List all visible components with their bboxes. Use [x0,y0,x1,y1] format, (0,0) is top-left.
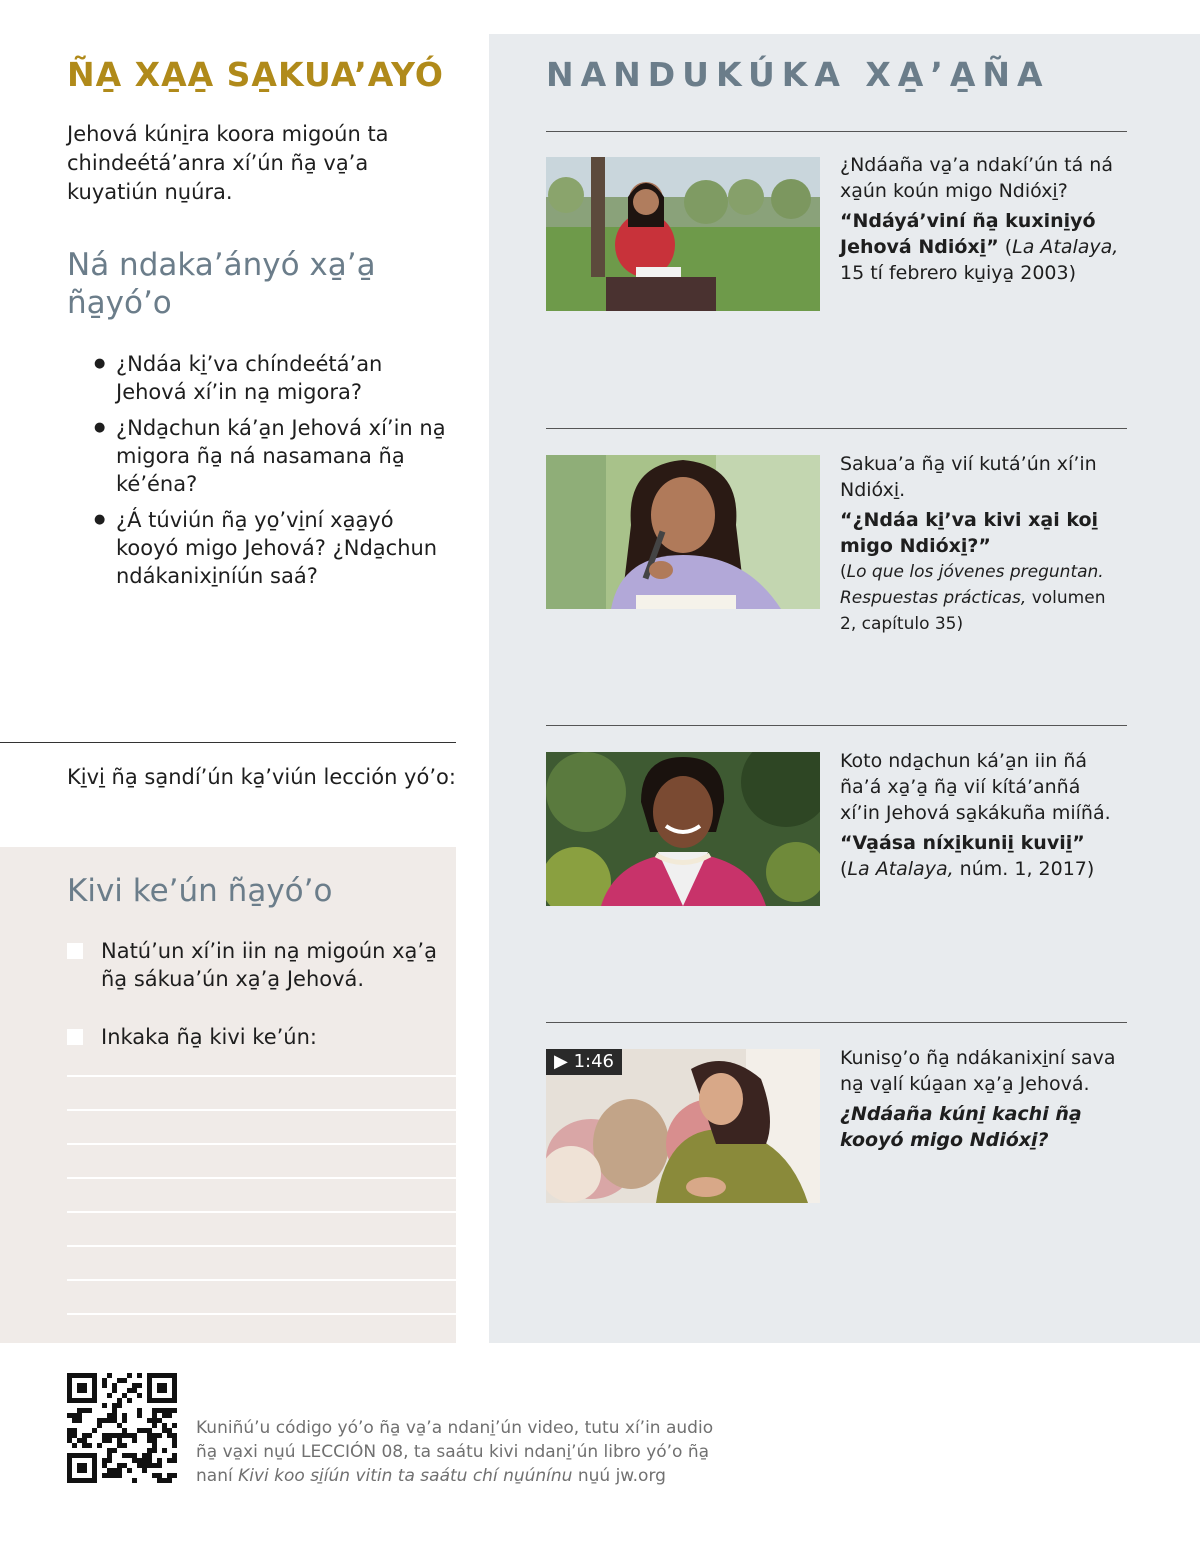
citation-open: ( [998,236,1013,258]
goal-item[interactable] [67,937,447,993]
video-duration-badge[interactable]: ▶ 1:46 [546,1049,622,1075]
goal-text: Natú’un xí’in iin na̱ migoún xa̱’a̱ ña̱ sákua’ún xa̱’a̱ Jehová. [101,939,437,991]
completion-date-label: Ki̱vi̱ ña̱ sa̱ndí’ún ka̱’viún lección yó’o: [67,765,456,789]
footer-text: Kuniñú’u código yó’o ña̱ va̱’a ndani̱’ún video, tutu xí’in audio ña̱ va̱xi nu̱ú [196,1418,714,1462]
resource-link[interactable]: “¿Ndáa ki̱’va kivi xa̱i koi̱ migo Ndióxi̱?” [840,509,1099,557]
resource-lead: Kuniso̱’o ña̱ ndákanixi̱ní sava na̱ va̱lí kúa̱an xa̱’a̱ Jehová. [840,1047,1116,1095]
summary-title: ÑA̱ XA̱A̱ SA̱KUA’AYÓ [67,55,444,94]
resource-text [840,152,1120,286]
citation-publication: La Atalaya, [1012,236,1119,258]
footer-text: , ta saátu kivi ndani̱’ún libro yó’o ña̱ naní [196,1442,710,1486]
resource-link[interactable]: “Va̱ása níxi̱kunii̱ kuvii̱” [840,832,1085,854]
video-thumbnail[interactable] [546,1049,820,1203]
goal-heading: Kivi ke’ún ña̱yó’o [67,873,333,909]
review-question: ● ¿Nda̱chun ká’a̱n Jehová xí’in na̱ migora ña̱ ná nasamana ña̱ ké’éna? [94,414,454,498]
writing-line[interactable] [67,1279,456,1281]
resource-lead: ¿Ndáaña va̱’a ndakí’ún tá ná xa̱ún koún migo Ndióxi̱? [840,154,1113,202]
further-study-title: NANDUKÚKA XA̱’A̱ÑA [546,55,1050,94]
resource-lead: Koto nda̱chun ká’a̱n iin ñá ña’á xa̱’a̱ ña̱ vií kítá’anñá xí’in Jehová sa̱kákuña miíñá. [840,750,1111,824]
qr-code-icon[interactable] [67,1373,177,1483]
citation-open: ( [840,562,847,582]
review-question: ● ¿Ndáa ki̱’va chíndeétá’an Jehová xí’in na̱ migora? [94,350,454,406]
citation-detail: volumen 2, capítulo 35) [840,588,1106,634]
resource-image-smiling-woman[interactable] [546,752,820,906]
writing-line[interactable] [67,1313,456,1315]
divider [546,131,1127,132]
resource-link[interactable] [840,208,1120,286]
checkbox[interactable] [67,1029,83,1045]
footer-lesson: LECCIÓN 08 [301,1442,404,1462]
footer-text: nu̱ú jw.org [572,1466,666,1486]
divider [546,428,1127,429]
video-title-link[interactable]: ¿Ndáaña kúni̱ kachi ña̱ kooyó migo Ndióxi̱? [840,1103,1082,1151]
resource-text [840,451,1120,637]
footer-note [196,1416,736,1488]
resource-text [840,748,1120,882]
writing-line[interactable] [67,1143,456,1145]
resource-image-woman-orchard[interactable] [546,157,820,311]
writing-line[interactable] [67,1109,456,1111]
footer-book-title: Kivi koo si̱íún vitin ta saátu chí nu̱únínu [238,1466,573,1486]
writing-line[interactable] [67,1211,456,1213]
checkbox[interactable] [67,943,83,959]
divider [0,742,456,743]
goal-item[interactable] [67,1023,447,1051]
divider [546,725,1127,726]
review-heading: Ná ndaka’ányó xa̱’a̱ ña̱yó’o [67,247,376,321]
goal-text: Inkaka ña̱ kivi ke’ún: [101,1025,317,1049]
resource-text [840,1045,1120,1153]
citation-publication: La Atalaya, [847,858,954,880]
citation-detail: núm. 1, 2017) [953,858,1095,880]
review-question: ● ¿Á túviún ña̱ yo̱’vi̱ní xa̱a̱yó kooyó migo Jehová? ¿Nda̱chun ndákanixi̱níún saá? [94,506,454,590]
review-questions [94,350,454,598]
citation-detail: 15 tí febrero ku̱iya̱ 2003) [840,262,1076,284]
citation-publication: Lo que los jóvenes preguntan. Respuestas prácticas, [840,562,1104,608]
writing-line[interactable] [67,1177,456,1179]
resource-lead: Sakua’a ña̱ vií kutá’ún xí’in Ndióxi̱. [840,453,1097,501]
writing-line[interactable] [67,1075,456,1077]
goal-box [0,847,456,1343]
citation-open: ( [840,858,848,880]
resource-link-text[interactable]: “Ndáyá’viní ña̱ kuxini̱yó Jehová Ndióxi̱” [840,210,1096,258]
resource-image-girl-studying[interactable] [546,455,820,609]
writing-line[interactable] [67,1245,456,1247]
summary-intro: Jehová kúni̱ra koora migoún ta chindeétá’anra xí’ún ña̱ va̱’a kuyatiún nu̱úra. [67,122,389,204]
divider [546,1022,1127,1023]
